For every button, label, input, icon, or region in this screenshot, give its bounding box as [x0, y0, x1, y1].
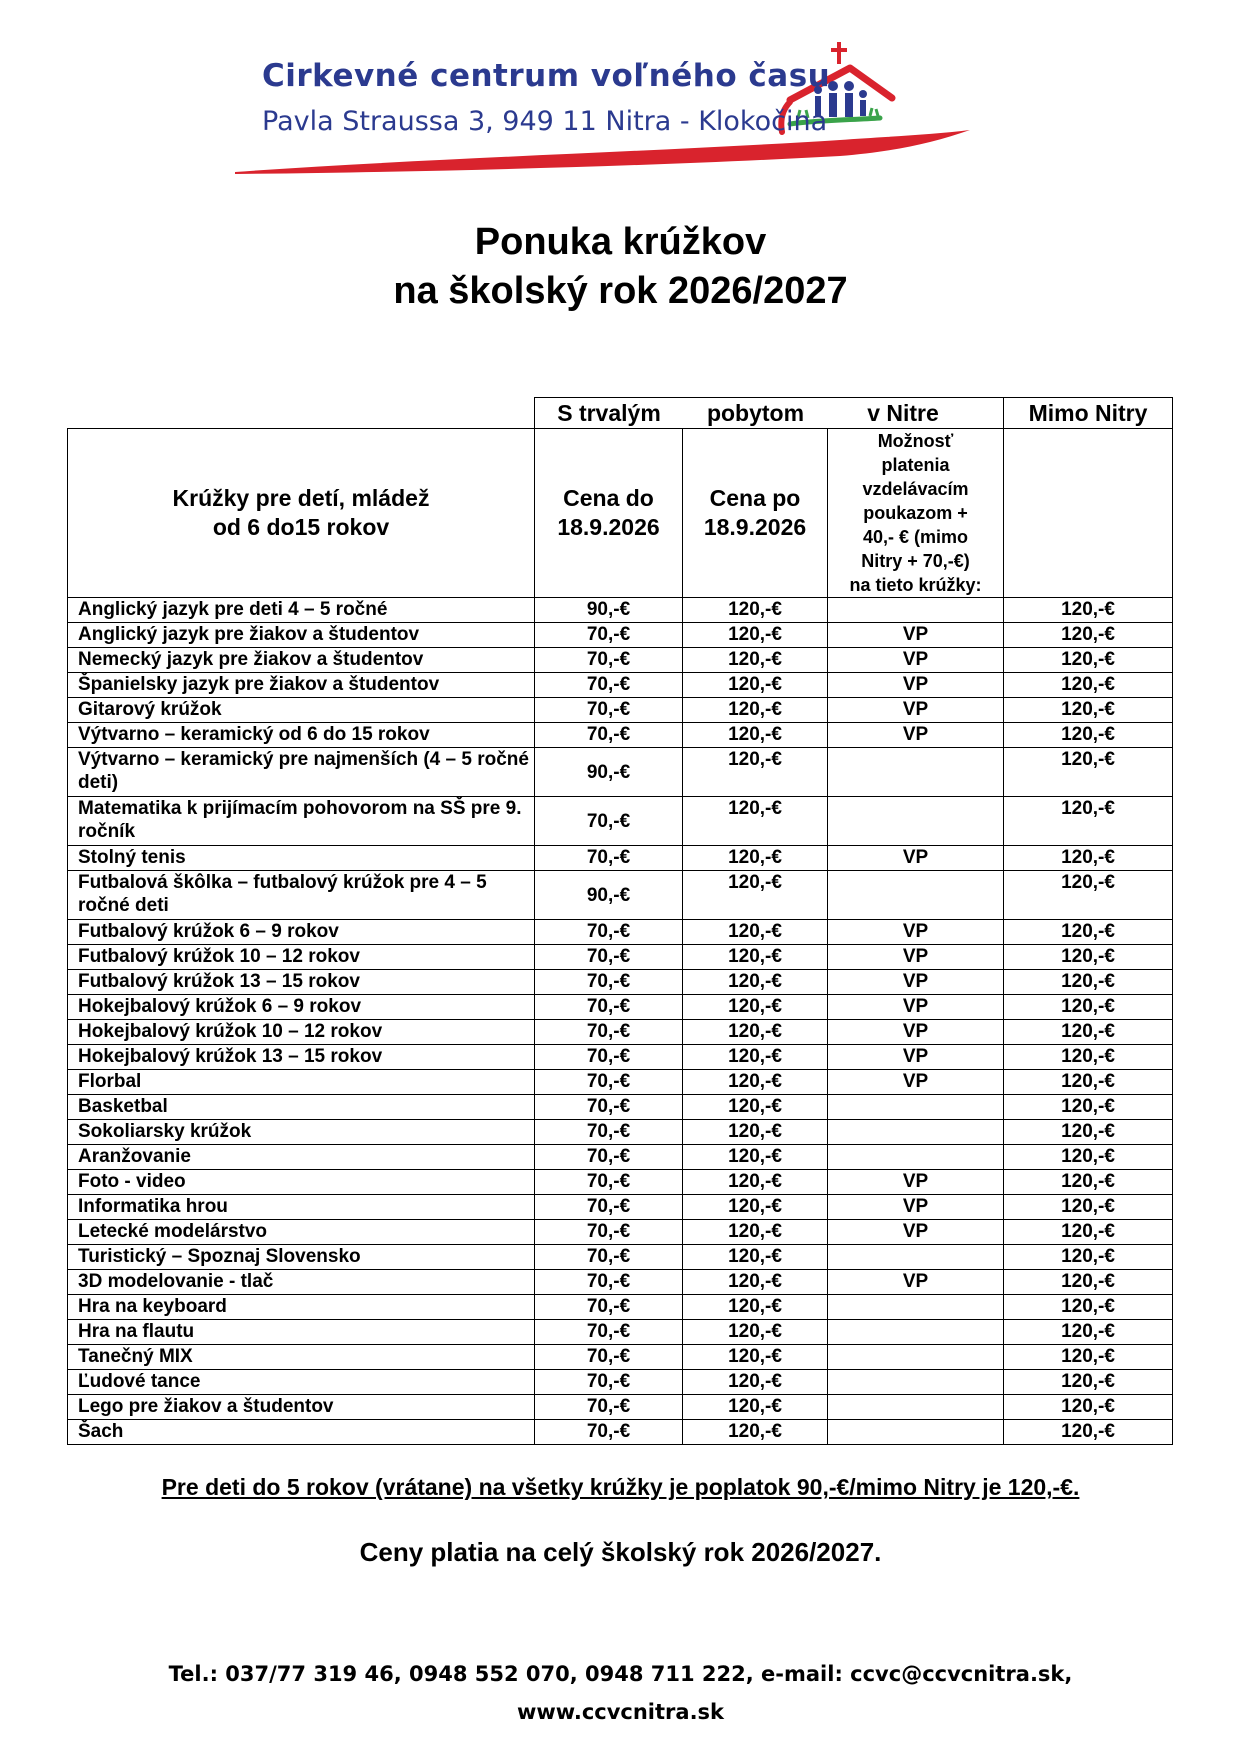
column-header-row — [68, 429, 1173, 598]
price-table-container — [67, 397, 1172, 1445]
price-before-cell: 70,-€ — [535, 1345, 683, 1370]
table-row — [68, 797, 1173, 846]
course-name-cell: Španielsky jazyk pre žiakov a študentov — [68, 673, 535, 698]
course-name-cell: Ľudové tance — [68, 1370, 535, 1395]
course-name-cell: Hokejbalový krúžok 10 – 12 rokov — [68, 1020, 535, 1045]
course-name-cell: Florbal — [68, 1070, 535, 1095]
table-row — [68, 945, 1173, 970]
price-before-cell: 70,-€ — [535, 673, 683, 698]
course-name-cell: Hokejbalový krúžok 6 – 9 rokov — [68, 995, 535, 1020]
price-before-cell: 70,-€ — [535, 1270, 683, 1295]
course-name-cell: Anglický jazyk pre žiakov a študentov — [68, 623, 535, 648]
voucher-cell: VP — [828, 970, 1004, 995]
price-before-cell: 70,-€ — [535, 797, 683, 846]
price-outside-cell: 120,-€ — [1004, 673, 1173, 698]
group-header-resident — [535, 398, 1004, 429]
table-row — [68, 1170, 1173, 1195]
letterhead — [0, 0, 1241, 200]
price-before-cell: 70,-€ — [535, 1170, 683, 1195]
price-outside-cell: 120,-€ — [1004, 945, 1173, 970]
price-outside-cell: 120,-€ — [1004, 1395, 1173, 1420]
course-name-cell: Lego pre žiakov a študentov — [68, 1395, 535, 1420]
price-outside-cell: 120,-€ — [1004, 1370, 1173, 1395]
price-before-cell: 70,-€ — [535, 1145, 683, 1170]
voucher-cell: VP — [828, 1270, 1004, 1295]
column-header-name-line-2: od 6 do15 rokov — [212, 514, 390, 540]
price-before-cell: 90,-€ — [535, 598, 683, 623]
price-outside-cell: 120,-€ — [1004, 1345, 1173, 1370]
price-after-cell: 120,-€ — [683, 1195, 828, 1220]
price-before-cell: 70,-€ — [535, 1070, 683, 1095]
course-name-cell: Anglický jazyk pre deti 4 – 5 ročné — [68, 598, 535, 623]
voucher-cell — [828, 1095, 1004, 1120]
course-name-cell: Stolný tenis — [68, 846, 535, 871]
table-row — [68, 1145, 1173, 1170]
table-row — [68, 623, 1173, 648]
price-outside-cell: 120,-€ — [1004, 1095, 1173, 1120]
table-row — [68, 648, 1173, 673]
column-header-after-line-2: 18.9.2026 — [703, 514, 807, 540]
price-after-cell: 120,-€ — [683, 871, 828, 920]
price-outside-cell: 120,-€ — [1004, 1295, 1173, 1320]
price-before-cell: 70,-€ — [535, 723, 683, 748]
price-after-cell: 120,-€ — [683, 1070, 828, 1095]
table-row — [68, 1095, 1173, 1120]
price-outside-cell: 120,-€ — [1004, 995, 1173, 1020]
price-after-cell: 120,-€ — [683, 1145, 828, 1170]
table-row — [68, 748, 1173, 797]
table-row — [68, 920, 1173, 945]
voucher-cell — [828, 1395, 1004, 1420]
table-row — [68, 1245, 1173, 1270]
price-after-cell: 120,-€ — [683, 1020, 828, 1045]
table-row — [68, 1370, 1173, 1395]
price-outside-cell: 120,-€ — [1004, 748, 1173, 797]
price-outside-cell: 120,-€ — [1004, 871, 1173, 920]
table-row — [68, 1070, 1173, 1095]
table-row — [68, 598, 1173, 623]
voucher-cell: VP — [828, 1220, 1004, 1245]
page-title — [0, 218, 1241, 316]
table-row — [68, 1270, 1173, 1295]
price-before-cell: 70,-€ — [535, 1245, 683, 1270]
price-before-cell: 70,-€ — [535, 1320, 683, 1345]
table-row — [68, 1295, 1173, 1320]
voucher-cell: VP — [828, 1045, 1004, 1070]
course-name-cell: Basketbal — [68, 1095, 535, 1120]
voucher-cell: VP — [828, 945, 1004, 970]
voucher-cell — [828, 598, 1004, 623]
price-before-cell: 70,-€ — [535, 1420, 683, 1445]
validity-note: Ceny platia na celý školský rok 2026/2027. — [359, 1537, 882, 1567]
voucher-line-6: Nitry + 70,-€) — [861, 551, 970, 571]
price-after-cell: 120,-€ — [683, 797, 828, 846]
price-after-cell: 120,-€ — [683, 698, 828, 723]
price-after-cell: 120,-€ — [683, 623, 828, 648]
price-outside-cell: 120,-€ — [1004, 1070, 1173, 1095]
price-after-cell: 120,-€ — [683, 1095, 828, 1120]
table-row — [68, 1420, 1173, 1445]
voucher-line-2: platenia — [881, 455, 950, 475]
price-before-cell: 70,-€ — [535, 623, 683, 648]
price-after-cell: 120,-€ — [683, 920, 828, 945]
voucher-cell — [828, 1295, 1004, 1320]
voucher-cell: VP — [828, 648, 1004, 673]
course-name-cell: Šach — [68, 1420, 535, 1445]
course-name-cell: Nemecký jazyk pre žiakov a študentov — [68, 648, 535, 673]
column-header-voucher — [828, 429, 1004, 598]
voucher-line-4: poukazom + — [863, 503, 968, 523]
table-row — [68, 995, 1173, 1020]
price-before-cell: 70,-€ — [535, 1020, 683, 1045]
voucher-line-7: na tieto krúžky: — [849, 575, 982, 595]
price-after-cell: 120,-€ — [683, 995, 828, 1020]
column-header-price-before — [535, 429, 683, 598]
table-row — [68, 1045, 1173, 1070]
voucher-line-5: 40,- € (mimo — [862, 527, 969, 547]
price-before-cell: 70,-€ — [535, 1295, 683, 1320]
price-before-cell: 70,-€ — [535, 945, 683, 970]
group-header-resident-2: pobytom — [706, 399, 805, 426]
price-outside-cell: 120,-€ — [1004, 1195, 1173, 1220]
voucher-cell — [828, 1120, 1004, 1145]
price-outside-cell: 120,-€ — [1004, 846, 1173, 871]
voucher-cell: VP — [828, 1020, 1004, 1045]
price-after-cell: 120,-€ — [683, 1395, 828, 1420]
table-row — [68, 1345, 1173, 1370]
voucher-cell: VP — [828, 673, 1004, 698]
price-after-cell: 120,-€ — [683, 748, 828, 797]
column-header-price-after — [683, 429, 828, 598]
price-before-cell: 70,-€ — [535, 698, 683, 723]
voucher-cell: VP — [828, 920, 1004, 945]
course-name-cell: Hokejbalový krúžok 13 – 15 rokov — [68, 1045, 535, 1070]
course-name-cell: Tanečný MIX — [68, 1345, 535, 1370]
price-outside-cell: 120,-€ — [1004, 1120, 1173, 1145]
price-before-cell: 90,-€ — [535, 748, 683, 797]
course-name-cell: Futbalová škôlka – futbalový krúžok pre 4 – 5 ročné deti — [68, 871, 535, 920]
price-after-cell: 120,-€ — [683, 1045, 828, 1070]
organization-address: Pavla Straussa 3, 949 11 Nitra - Klokočina — [262, 106, 828, 137]
voucher-cell — [828, 797, 1004, 846]
price-outside-cell: 120,-€ — [1004, 797, 1173, 846]
column-header-before-line-1: Cena do — [563, 485, 654, 511]
table-row — [68, 970, 1173, 995]
voucher-line-3: vzdelávacím — [862, 479, 969, 499]
course-name-cell: Hra na keyboard — [68, 1295, 535, 1320]
price-before-cell: 70,-€ — [535, 970, 683, 995]
group-header-resident-3: v Nitre — [867, 399, 939, 426]
price-outside-cell: 120,-€ — [1004, 920, 1173, 945]
table-row — [68, 1120, 1173, 1145]
price-outside-cell: 120,-€ — [1004, 1020, 1173, 1045]
table-row — [68, 723, 1173, 748]
price-outside-cell: 120,-€ — [1004, 1170, 1173, 1195]
title-line-2: na školský rok 2026/2027 — [393, 270, 848, 312]
group-header-resident-1: S trvalým — [557, 399, 661, 426]
price-before-cell: 70,-€ — [535, 1220, 683, 1245]
price-outside-cell: 120,-€ — [1004, 598, 1173, 623]
price-table-body — [68, 598, 1173, 1445]
price-outside-cell: 120,-€ — [1004, 1220, 1173, 1245]
price-after-cell: 120,-€ — [683, 846, 828, 871]
table-row — [68, 871, 1173, 920]
course-name-cell: Foto - video — [68, 1170, 535, 1195]
price-before-cell: 70,-€ — [535, 1395, 683, 1420]
course-name-cell: Výtvarno – keramický pre najmenších (4 – 5 ročné deti) — [68, 748, 535, 797]
course-name-cell: Futbalový krúžok 10 – 12 rokov — [68, 945, 535, 970]
price-after-cell: 120,-€ — [683, 1345, 828, 1370]
table-row — [68, 1195, 1173, 1220]
price-after-cell: 120,-€ — [683, 1220, 828, 1245]
price-after-cell: 120,-€ — [683, 1295, 828, 1320]
column-header-name — [68, 429, 535, 598]
price-after-cell: 120,-€ — [683, 1120, 828, 1145]
price-before-cell: 70,-€ — [535, 920, 683, 945]
price-outside-cell: 120,-€ — [1004, 648, 1173, 673]
price-after-cell: 120,-€ — [683, 945, 828, 970]
contact-line: Tel.: 037/77 319 46, 0948 552 070, 0948 711 222, e-mail: ccvc@ccvcnitra.sk, — [168, 1662, 1073, 1686]
price-outside-cell: 120,-€ — [1004, 723, 1173, 748]
price-before-cell: 70,-€ — [535, 1120, 683, 1145]
age-note: Pre deti do 5 rokov (vrátane) na všetky krúžky je poplatok 90,-€/mimo Nitry je 120,-€. — [161, 1474, 1080, 1500]
voucher-cell: VP — [828, 1195, 1004, 1220]
voucher-cell: VP — [828, 1070, 1004, 1095]
group-header-row — [68, 398, 1173, 429]
table-row — [68, 1395, 1173, 1420]
course-name-cell: Matematika k prijímacím pohovorom na SŠ pre 9. ročník — [68, 797, 535, 846]
price-outside-cell: 120,-€ — [1004, 1245, 1173, 1270]
course-name-cell: Aranžovanie — [68, 1145, 535, 1170]
table-row — [68, 1020, 1173, 1045]
course-name-cell: 3D modelovanie - tlač — [68, 1270, 535, 1295]
course-name-cell: Letecké modelárstvo — [68, 1220, 535, 1245]
group-header-empty — [68, 398, 535, 429]
price-outside-cell: 120,-€ — [1004, 1270, 1173, 1295]
course-name-cell: Hra na flautu — [68, 1320, 535, 1345]
price-after-cell: 120,-€ — [683, 1420, 828, 1445]
course-name-cell: Gitarový krúžok — [68, 698, 535, 723]
voucher-cell: VP — [828, 723, 1004, 748]
price-before-cell: 70,-€ — [535, 995, 683, 1020]
price-outside-cell: 120,-€ — [1004, 1045, 1173, 1070]
column-header-before-line-2: 18.9.2026 — [557, 514, 660, 540]
table-row — [68, 1220, 1173, 1245]
column-header-name-line-1: Krúžky pre detí, mládež — [172, 485, 430, 511]
table-row — [68, 846, 1173, 871]
table-row — [68, 698, 1173, 723]
table-row — [68, 673, 1173, 698]
course-name-cell: Futbalový krúžok 13 – 15 rokov — [68, 970, 535, 995]
price-outside-cell: 120,-€ — [1004, 970, 1173, 995]
price-outside-cell: 120,-€ — [1004, 623, 1173, 648]
voucher-cell — [828, 748, 1004, 797]
voucher-cell: VP — [828, 995, 1004, 1020]
price-outside-cell: 120,-€ — [1004, 1320, 1173, 1345]
website-link[interactable]: www.ccvcnitra.sk — [516, 1700, 725, 1724]
course-name-cell: Informatika hrou — [68, 1195, 535, 1220]
price-before-cell: 90,-€ — [535, 871, 683, 920]
voucher-cell — [828, 1320, 1004, 1345]
voucher-cell — [828, 1245, 1004, 1270]
price-after-cell: 120,-€ — [683, 1245, 828, 1270]
voucher-cell: VP — [828, 698, 1004, 723]
course-name-cell: Turistický – Spoznaj Slovensko — [68, 1245, 535, 1270]
column-header-outside — [1004, 429, 1173, 598]
price-after-cell: 120,-€ — [683, 970, 828, 995]
course-name-cell: Futbalový krúžok 6 – 9 rokov — [68, 920, 535, 945]
price-before-cell: 70,-€ — [535, 1045, 683, 1070]
price-outside-cell: 120,-€ — [1004, 698, 1173, 723]
voucher-cell — [828, 1145, 1004, 1170]
voucher-cell — [828, 1370, 1004, 1395]
price-after-cell: 120,-€ — [683, 648, 828, 673]
price-before-cell: 70,-€ — [535, 846, 683, 871]
voucher-cell — [828, 871, 1004, 920]
price-before-cell: 70,-€ — [535, 1370, 683, 1395]
voucher-cell: VP — [828, 623, 1004, 648]
price-before-cell: 70,-€ — [535, 648, 683, 673]
voucher-cell — [828, 1420, 1004, 1445]
voucher-cell — [828, 1345, 1004, 1370]
price-after-cell: 120,-€ — [683, 1170, 828, 1195]
title-line-1: Ponuka krúžkov — [474, 221, 767, 263]
price-after-cell: 120,-€ — [683, 598, 828, 623]
voucher-cell: VP — [828, 1170, 1004, 1195]
group-header-outside: Mimo Nitry — [1004, 398, 1173, 429]
price-outside-cell: 120,-€ — [1004, 1420, 1173, 1445]
voucher-cell: VP — [828, 846, 1004, 871]
price-after-cell: 120,-€ — [683, 1320, 828, 1345]
price-before-cell: 70,-€ — [535, 1195, 683, 1220]
price-before-cell: 70,-€ — [535, 1095, 683, 1120]
price-after-cell: 120,-€ — [683, 1370, 828, 1395]
course-name-cell: Sokoliarsky krúžok — [68, 1120, 535, 1145]
price-after-cell: 120,-€ — [683, 673, 828, 698]
price-table — [67, 397, 1173, 1445]
price-after-cell: 120,-€ — [683, 1270, 828, 1295]
voucher-line-1: Možnosť — [877, 431, 954, 451]
price-after-cell: 120,-€ — [683, 723, 828, 748]
price-outside-cell: 120,-€ — [1004, 1145, 1173, 1170]
organization-name: Cirkevné centrum voľného času — [262, 58, 831, 94]
column-header-after-line-1: Cena po — [709, 485, 801, 511]
course-name-cell: Výtvarno – keramický od 6 do 15 rokov — [68, 723, 535, 748]
table-row — [68, 1320, 1173, 1345]
